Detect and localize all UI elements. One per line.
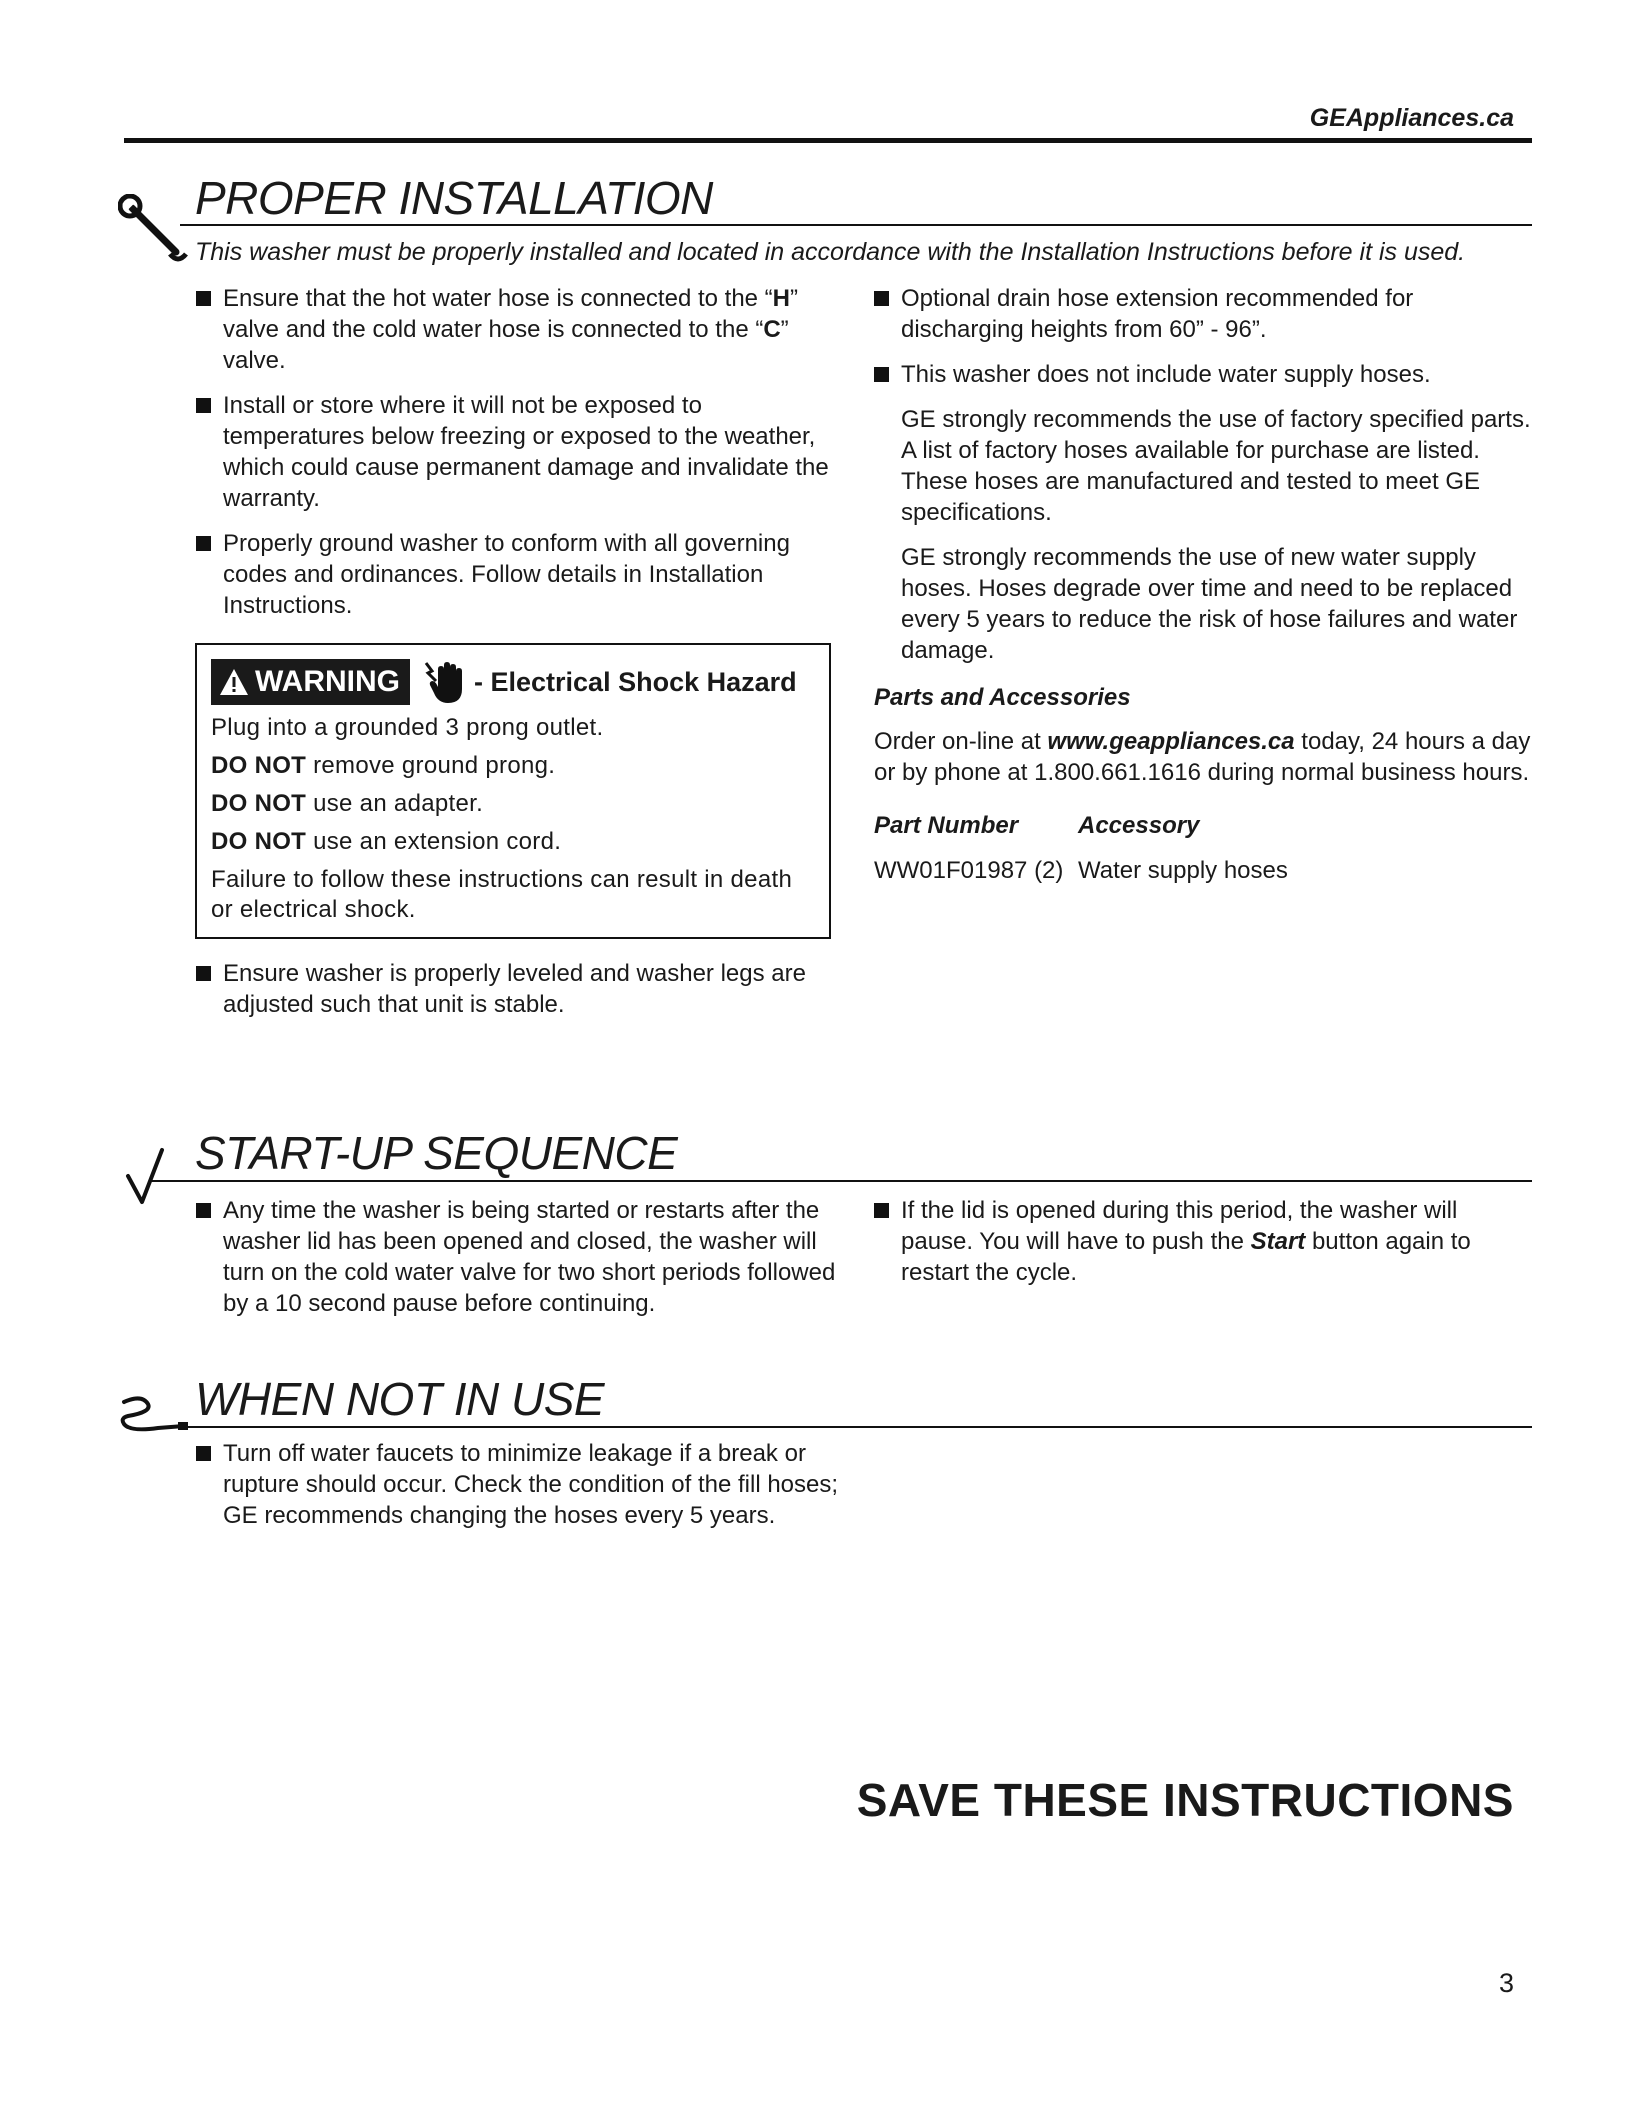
section-rule — [180, 1426, 1532, 1428]
paragraph: GE strongly recommends the use of factory specified parts. A list of factory hoses available for purchase are listed. These hoses are manufactured and tested to meet GE specifications. — [901, 406, 1531, 526]
list-item: If the lid is opened during this period, the washer will pause. You will have to push the Start button again to restart the cycle. — [874, 1195, 1514, 1288]
warning-line: DO NOT use an adapter. — [211, 790, 484, 817]
order-url: www.geappliances.ca — [1047, 728, 1295, 755]
list-item: Ensure that the hot water hose is connected to the “H” valve and the cold water hose is connected to the “C” valve. — [196, 283, 846, 376]
list-item: Install or store where it will not be exposed to temperatures below freezing or exposed to the weather, which could cause permanent damage and invalidate the warranty. — [196, 390, 846, 514]
parts-table-row: WW01F01987 (2) Water supply hoses — [874, 857, 1288, 884]
list-item: Properly ground washer to conform with all governing codes and ordinances. Follow details in Installation Instructions. — [196, 528, 846, 621]
warning-line: DO NOT remove ground prong. — [211, 752, 556, 779]
checkmark-icon — [124, 1146, 174, 1206]
installation-intro: This washer must be properly installed and located in accordance with the Installation Instructions before it is used. — [195, 238, 1466, 266]
notinuse-list — [196, 1438, 856, 1545]
list-item: Ensure washer is properly leveled and washer legs are adjusted such that unit is stable. — [196, 958, 846, 1020]
installation-left-after — [196, 958, 846, 1034]
paragraph: GE strongly recommends the use of new water supply hoses. Hoses degrade over time and need to be replaced every 5 years to reduce the risk of hose failures and water damage. — [901, 544, 1518, 664]
wrench-icon — [118, 194, 190, 266]
section-title-notinuse: WHEN NOT IN USE — [195, 1373, 605, 1425]
page-number: 3 — [1498, 1968, 1514, 1998]
electric-shock-hand-icon — [420, 659, 466, 705]
installation-right-column — [874, 283, 1536, 886]
section-rule — [180, 224, 1532, 226]
warning-line: Plug into a grounded 3 prong outlet. — [211, 714, 604, 741]
list-item: Turn off water faucets to minimize leakage if a break or rupture should occur. Check the condition of the fill hoses; GE recommends changing the hoses every 5 years. — [196, 1438, 856, 1531]
section-title-startup: START-UP SEQUENCE — [195, 1127, 678, 1179]
startup-right — [874, 1195, 1514, 1302]
hazard-title: - Electrical Shock Hazard — [474, 666, 797, 697]
warning-badge: WARNING — [211, 659, 410, 705]
parts-table-header: Part Number Accessory — [874, 812, 1200, 839]
startup-left — [196, 1195, 846, 1333]
section-rule — [150, 1180, 1532, 1182]
parts-accessories-title: Parts and Accessories — [874, 684, 1131, 711]
site-url: GEAppliances.ca — [1309, 104, 1514, 132]
warning-box — [195, 643, 831, 939]
save-instructions: SAVE THESE INSTRUCTIONS — [856, 1774, 1514, 1826]
warning-triangle-icon — [219, 668, 249, 696]
installation-left-column — [196, 283, 846, 635]
section-title-installation: PROPER INSTALLATION — [195, 172, 713, 224]
order-text: Order on-line at www.geappliances.ca today, 24 hours a day or by phone at 1.800.661.1616 during normal business hours. — [874, 728, 1531, 786]
hose-icon — [118, 1392, 198, 1438]
header-rule — [124, 138, 1532, 143]
list-item: Optional drain hose extension recommended for discharging heights from 60” - 96”. — [874, 283, 1536, 345]
list-item: Any time the washer is being started or restarts after the washer lid has been opened and closed, the washer will turn on the cold water valve for two short periods followed by a 10 second pause before continuing. — [196, 1195, 846, 1319]
list-item: This washer does not include water supply hoses. — [874, 359, 1536, 390]
warning-line: DO NOT use an extension cord. — [211, 828, 562, 855]
warning-line: Failure to follow these instructions can result in death or electrical shock. — [211, 866, 793, 923]
